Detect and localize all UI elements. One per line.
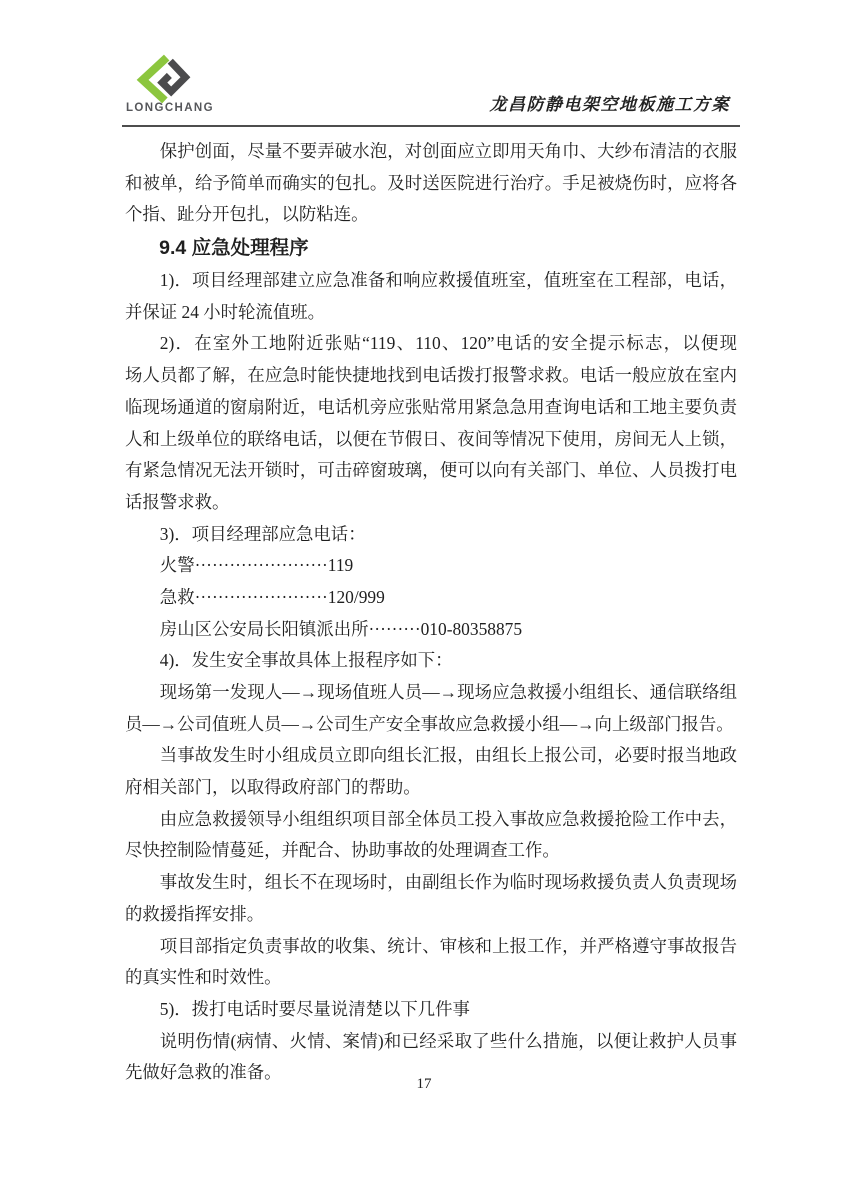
header-divider (122, 125, 740, 127)
report-flow-line: 现场第一发现人—→现场值班人员—→现场应急救援小组组长、通信联络组 (159, 682, 737, 702)
body-line: 临现场通道的窗扇附近，电话机旁应张贴常用紧急急用查询电话和工地主要负责 (125, 396, 737, 417)
body-line: 有紧急情况无法开锁时，可击碎窗玻璃，便可以向有关部门、单位、人员拨打电 (125, 460, 737, 481)
body-line: 2)．在室外工地附近张贴“119、110、120”电话的安全提示标志，以便现 (159, 333, 737, 354)
body-line: 尽快控制险情蔓延，并配合、协助事故的处理调查工作。 (125, 840, 560, 861)
body-text (125, 136, 737, 1089)
body-line: 个指、趾分开包扎，以防粘连。 (125, 204, 369, 225)
body-line: 人和上级单位的联络电话，以便在节假日、夜间等情况下使用，房间无人上锁， (125, 428, 737, 449)
section-heading: 9.4 应急处理程序 (159, 237, 309, 260)
body-line: 4)．发生安全事故具体上报程序如下： (159, 650, 453, 671)
body-line: 由应急救援领导小组组织项目部全体员工投入事故应急救援抢险工作中去， (159, 808, 737, 829)
body-line: 的救援指挥安排。 (125, 903, 265, 924)
company-logo (126, 54, 236, 114)
body-line: 保护创面，尽量不要弄破水泡，对创面应立即用天角巾、大纱布清洁的衣服 (159, 141, 737, 161)
body-line: 先做好急救的准备。 (125, 1062, 282, 1083)
body-line: 1)．项目经理部建立应急准备和响应救援值班室，值班室在工程部，电话， (159, 270, 737, 291)
phone-line-ambulance: 急救·······················120/999 (159, 586, 385, 607)
body-line: 的真实性和时效性。 (125, 967, 282, 988)
body-line: 场人员都了解，在应急时能快捷地找到电话拨打报警求救。电话一般应放在室内 (125, 365, 737, 386)
body-line: 5)．拨打电话时要尽量说清楚以下几件事 (159, 998, 470, 1019)
body-line: 事故发生时，组长不在现场时，由副组长作为临时现场救援负责人负责现场 (159, 872, 737, 893)
longchang-logo-icon (136, 54, 192, 104)
body-line: 并保证 24 小时轮流值班。 (125, 301, 325, 322)
body-line: 说明伤情(病情、火情、案情)和已经采取了些什么措施，以便让救护人员事 (159, 1030, 737, 1051)
document-title: 龙昌防静电架空地板施工方案 (489, 95, 730, 115)
brand-name: LONGCHANG (126, 102, 214, 114)
body-line: 府相关部门，以取得政府部门的帮助。 (125, 777, 421, 798)
phone-line-police-station: 房山区公安局长阳镇派出所·········010-80358875 (159, 618, 523, 639)
phone-line-fire: 火警·······················119 (159, 555, 354, 576)
body-line: 话报警求救。 (125, 491, 230, 512)
body-line: 当事故发生时小组成员立即向组长汇报，由组长上报公司，必要时报当地政 (159, 745, 737, 766)
body-line: 3)．项目经理部应急电话： (159, 523, 366, 544)
report-flow-line: 员—→公司值班人员—→公司生产安全事故应急救援小组—→向上级部门报告。 (125, 713, 734, 734)
body-line: 和被单，给予简单而确实的包扎。及时送医院进行治疗。手足被烧伤时，应将各 (125, 172, 737, 193)
page-number: 17 (416, 1076, 432, 1092)
body-line: 项目部指定负责事故的收集、统计、审核和上报工作，并严格遵守事故报告 (159, 935, 737, 956)
